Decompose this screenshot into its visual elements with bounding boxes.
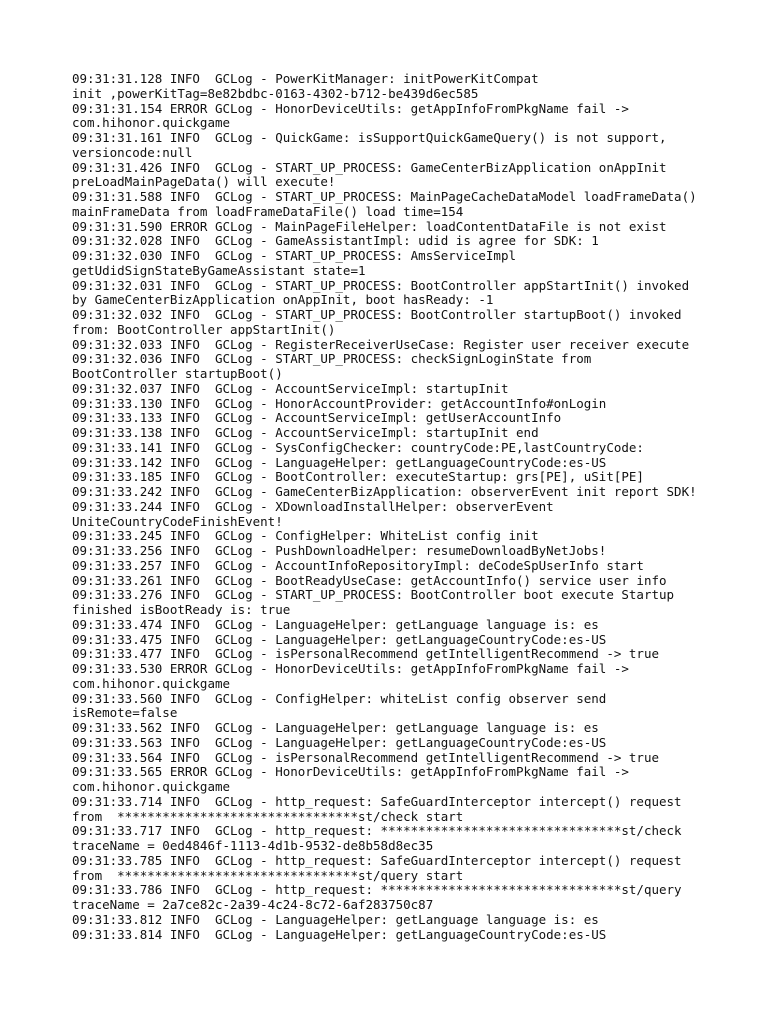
log-line: 09:31:32.037 INFO GCLog - AccountServiceImpl: startupInit [72,380,509,396]
log-line: com.hihonor.quickgame [72,779,231,794]
log-line: 09:31:33.256 INFO GCLog - PushDownloadHelper: resumeDownloadByNetJobs! [72,543,607,558]
log-line: 09:31:31.128 INFO GCLog - PowerKitManager: initPowerKitCompat [72,71,539,86]
log-line: 09:31:33.474 INFO GCLog - LanguageHelper: getLanguage language is: es [72,616,599,632]
log-line: 09:31:33.475 INFO GCLog - LanguageHelper: getLanguageCountryCode:es-US [72,631,607,647]
log-line: 09:31:33.717 INFO GCLog - http_request: ********************************st/check [72,823,682,839]
log-line: isRemote=false [72,705,178,721]
log-line: 09:31:32.036 INFO GCLog - START_UP_PROCESS: checkSignLoginState from [72,351,592,367]
log-line: 09:31:33.185 INFO GCLog - BootController: executeStartup: grs[PE], uSit[PE] [72,469,644,485]
log-line: from ********************************st/query start [72,867,464,883]
log-line: init ,powerKitTag=8e82bdbc-0163-4302-b712-be439d6ec585 [72,85,479,101]
log-line: traceName = 2a7ce82c-2a39-4c24-8c72-6af283750c87 [72,897,434,912]
log-line: mainFrameData from loadFrameDataFile() load time=154 [72,203,464,219]
log-document [72,72,712,942]
log-line: from: BootController appStartInit() [72,321,336,337]
log-line: BootController startupBoot() [72,366,283,381]
log-line: 09:31:32.033 INFO GCLog - RegisterReceiverUseCase: Register user receiver execute [72,336,690,352]
log-line: 09:31:33.560 INFO GCLog - ConfigHelper: whiteList config observer send [72,690,607,706]
log-line: 09:31:31.590 ERROR GCLog - MainPageFileHelper: loadContentDataFile is not exist [72,218,667,234]
log-line: 09:31:31.161 INFO GCLog - QuickGame: isSupportQuickGameQuery() is not support, [72,130,667,145]
log-line: 09:31:33.276 INFO GCLog - START_UP_PROCESS: BootController boot execute Startup [72,587,675,603]
log-line: 09:31:33.138 INFO GCLog - AccountServiceImpl: startupInit end [72,425,539,440]
log-line: 09:31:32.030 INFO GCLog - START_UP_PROCESS: AmsServiceImpl [72,248,517,263]
log-line: 09:31:33.812 INFO GCLog - LanguageHelper: getLanguage language is: es [72,911,599,927]
log-line: 09:31:33.563 INFO GCLog - LanguageHelper: getLanguageCountryCode:es-US [72,734,607,750]
log-line: 09:31:33.814 INFO GCLog - LanguageHelper: getLanguageCountryCode:es-US [72,926,607,942]
log-line: 09:31:33.714 INFO GCLog - http_request: SafeGuardInterceptor intercept() request [72,793,682,809]
log-line: 09:31:33.530 ERROR GCLog - HonorDeviceUtils: getAppInfoFromPkgName fail -> [72,661,629,676]
log-line: 09:31:33.562 INFO GCLog - LanguageHelper: getLanguage language is: es [72,720,599,735]
log-line: 09:31:33.130 INFO GCLog - HonorAccountProvider: getAccountInfo#onLogin [72,395,607,411]
log-line: traceName = 0ed4846f-1113-4d1b-9532-de8b58d8ec35 [72,838,434,853]
log-line: 09:31:33.565 ERROR GCLog - HonorDeviceUtils: getAppInfoFromPkgName fail -> [72,764,629,780]
log-line: 09:31:33.477 INFO GCLog - isPersonalRecommend getIntelligentRecommend -> true [72,646,659,662]
log-line: by GameCenterBizApplication onAppInit, boot hasReady: -1 [72,292,494,308]
log-line: UniteCountryCodeFinishEvent! [72,513,283,529]
log-line: 09:31:33.785 INFO GCLog - http_request: SafeGuardInterceptor intercept() request [72,852,682,868]
log-line: 09:31:32.031 INFO GCLog - START_UP_PROCESS: BootController appStartInit() invoked [72,277,690,293]
log-line: 09:31:33.242 INFO GCLog - GameCenterBizApplication: observerEvent init report SDK! [72,484,697,499]
log-line: 09:31:33.786 INFO GCLog - http_request: ********************************st/query [72,882,682,898]
log-line: 09:31:32.032 INFO GCLog - START_UP_PROCESS: BootController startupBoot() invoked [72,307,682,322]
log-line: com.hihonor.quickgame [72,115,231,131]
log-line: getUdidSignStateByGameAssistant state=1 [72,262,366,278]
log-line: 09:31:33.257 INFO GCLog - AccountInfoRepositoryImpl: deCodeSpUserInfo start [72,557,644,573]
log-line: 09:31:33.245 INFO GCLog - ConfigHelper: WhiteList config init [72,528,539,544]
log-line: finished isBootReady is: true [72,602,291,617]
log-line: 09:31:32.028 INFO GCLog - GameAssistantImpl: udid is agree for SDK: 1 [72,233,599,249]
log-line: from ********************************st/check start [72,808,464,824]
log-line: 09:31:33.261 INFO GCLog - BootReadyUseCase: getAccountInfo() service user info [72,572,667,588]
log-line: 09:31:33.141 INFO GCLog - SysConfigChecker: countryCode:PE,lastCountryCode: [72,439,644,455]
log-line: 09:31:33.244 INFO GCLog - XDownloadInstallHelper: observerEvent [72,498,554,514]
log-line: com.hihonor.quickgame [72,675,231,691]
log-line: 09:31:31.426 INFO GCLog - START_UP_PROCESS: GameCenterBizApplication onAppInit [72,159,667,175]
log-line: 09:31:33.133 INFO GCLog - AccountServiceImpl: getUserAccountInfo [72,410,562,426]
log-line: versioncode:null [72,144,193,160]
log-line: 09:31:31.588 INFO GCLog - START_UP_PROCESS: MainPageCacheDataModel loadFrameData() [72,189,697,204]
log-line: 09:31:33.564 INFO GCLog - isPersonalRecommend getIntelligentRecommend -> true [72,749,659,765]
log-line: 09:31:33.142 INFO GCLog - LanguageHelper: getLanguageCountryCode:es-US [72,454,607,470]
log-line: preLoadMainPageData() will execute! [72,174,336,190]
log-line: 09:31:31.154 ERROR GCLog - HonorDeviceUtils: getAppInfoFromPkgName fail -> [72,100,629,116]
